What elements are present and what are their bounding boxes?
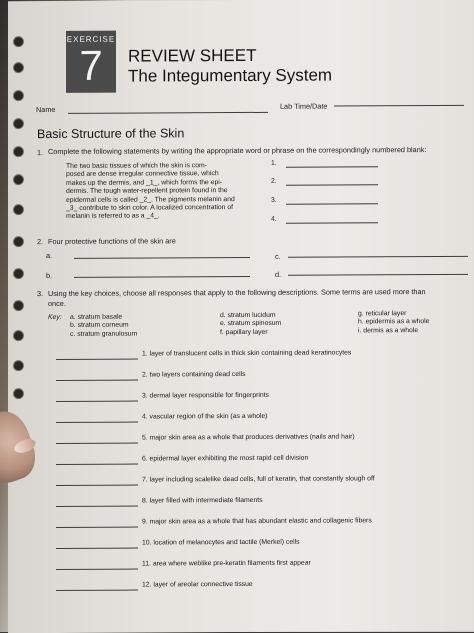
q3-number: 3. xyxy=(37,289,44,299)
q2-option-d-label: d. xyxy=(275,269,282,279)
q3-item-9: 9. major skin area as a whole that has abundant elastic and collagenic fibers xyxy=(142,517,372,526)
key-column-2: d. stratum lucidum e. stratum spinosum f. papillary layer xyxy=(220,311,282,336)
q2-option-d[interactable] xyxy=(288,274,468,276)
q3-item-5-answer[interactable] xyxy=(56,443,138,444)
q2-prompt: Four protective functions of the skin are xyxy=(48,236,176,247)
q3-item-12-answer[interactable] xyxy=(56,590,138,591)
q3-item-1-answer[interactable] xyxy=(56,359,138,360)
q2-number: 2. xyxy=(37,237,44,247)
exercise-label: EXERCISE xyxy=(66,34,116,44)
q3-item-12: 12. layer of areolar connective tissue xyxy=(142,580,253,589)
q3-item-11-answer[interactable] xyxy=(56,569,138,570)
q3-prompt-cont: once. xyxy=(48,298,66,309)
q1-paragraph: The two basic tissues of which the skin is com- posed are dense irregular connective tissue, which makes up the dermis, and _1_, which forms the epi- dermis. The tough water-repellent protein found in the epidermal cells is called _2_. The pigments melanin and _3_ contribute to skin color. A localized concentration of melanin is referred to as a _4_. xyxy=(66,162,235,221)
q3-item-3: 3. dermal layer responsible for fingerprints xyxy=(142,391,269,400)
q1-blank-2[interactable] xyxy=(286,184,378,185)
q1-blank-1-label: 1. xyxy=(271,159,277,167)
q1-blank-3[interactable] xyxy=(286,203,378,204)
q3-item-2: 2. two layers containing dead cells xyxy=(142,370,246,379)
q3-item-9-answer[interactable] xyxy=(56,527,138,528)
q2-option-b-label: b. xyxy=(46,270,53,281)
key-label: Key: xyxy=(48,313,62,322)
q3-item-3-answer[interactable] xyxy=(56,401,138,402)
q3-item-11: 11. area where weblike pre-keratin filaments first appear xyxy=(142,559,311,568)
q2-option-b[interactable] xyxy=(74,276,250,278)
exercise-badge xyxy=(66,31,116,93)
q3-item-7: 7. layer including scalelike dead cells, full of keratin, that constantly slough off xyxy=(142,475,375,484)
q1-blank-3-label: 3. xyxy=(271,196,277,204)
page-title: The Integumentary System xyxy=(128,65,333,86)
q3-item-10: 10. location of melanocytes and tactile (Merkel) cells xyxy=(142,538,300,547)
q3-item-6: 6. epidermal layer exhibiting the most rapid cell division xyxy=(142,454,309,463)
q3-item-8-answer[interactable] xyxy=(56,506,138,507)
q3-item-7-answer[interactable] xyxy=(56,485,138,486)
q1-blank-1[interactable] xyxy=(286,166,378,167)
q3-item-6-answer[interactable] xyxy=(56,464,138,465)
lab-time-label: Lab Time/Date xyxy=(280,101,328,111)
q3-prompt: Using the key choices, choose all responses that apply to the following descriptions. Some terms are used more than xyxy=(48,287,426,299)
q2-option-a-label: a. xyxy=(46,250,53,261)
q1-blank-2-label: 2. xyxy=(271,177,277,185)
q2-option-a[interactable] xyxy=(74,257,250,259)
review-sheet-title: REVIEW SHEET xyxy=(128,45,257,66)
q3-item-5: 5. major skin area as a whole that produces derivatives (nails and hair) xyxy=(142,433,355,442)
q3-item-4-answer[interactable] xyxy=(56,422,138,423)
q3-item-2-answer[interactable] xyxy=(56,380,138,381)
key-column-3: g. reticular layer h. epidermis as a whole i. dermis as a whole xyxy=(358,310,430,335)
section-title: Basic Structure of the Skin xyxy=(37,126,185,142)
binder-holes xyxy=(8,1,30,633)
q1-blank-4[interactable] xyxy=(286,222,378,223)
q2-option-c-label: c. xyxy=(275,251,281,261)
q1-number: 1. xyxy=(37,148,44,158)
q3-item-10-answer[interactable] xyxy=(56,548,138,549)
q3-item-4: 4. vascular region of the skin (as a whole) xyxy=(142,412,268,421)
q2-option-c[interactable] xyxy=(288,256,468,258)
name-label: Name xyxy=(36,104,56,115)
q3-item-1: 1. layer of translucent cells in thick skin containing dead keratinocytes xyxy=(142,349,352,358)
lab-time-field[interactable] xyxy=(334,105,464,107)
q1-blank-4-label: 4. xyxy=(271,215,277,223)
q1-prompt: Complete the following statements by writing the appropriate word or phrase on the correspondingly numbered blank: xyxy=(48,145,427,157)
worksheet-page xyxy=(8,0,474,633)
key-column-1: a. stratum basale b. stratum corneum c. stratum granulosum xyxy=(70,313,138,338)
exercise-number: 7 xyxy=(79,41,103,89)
name-field[interactable] xyxy=(68,112,268,114)
q3-item-8: 8. layer filled with intermediate filaments xyxy=(142,496,263,505)
